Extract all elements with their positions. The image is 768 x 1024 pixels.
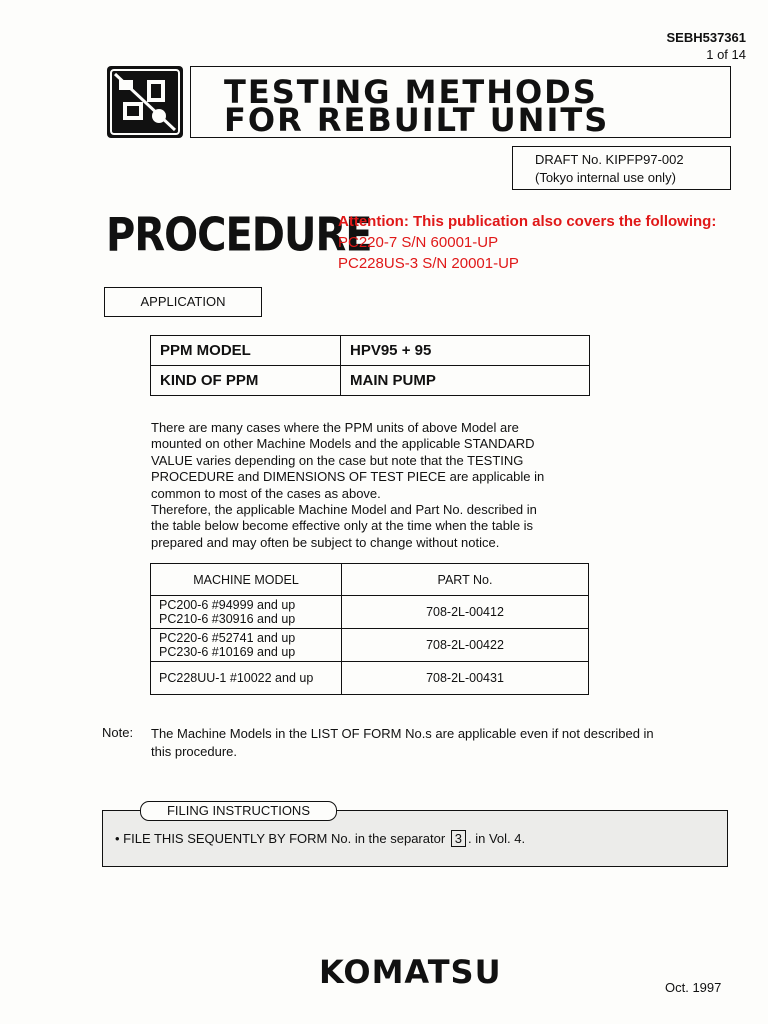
table-row (151, 662, 589, 695)
paragraph-line: prepared and may often be subject to change without notice. (151, 534, 500, 550)
publication-date: Oct. 1997 (665, 980, 722, 995)
table-row (151, 596, 589, 629)
attention-model-1: PC220-7 S/N 60001-UP (338, 234, 499, 251)
attention-notice (338, 211, 716, 274)
part-number-cell: 708-2L-00412 (342, 596, 589, 629)
paragraph-line: common to most of the cases as above. (151, 485, 381, 501)
part-number-cell: 708-2L-00422 (342, 629, 589, 662)
note-text (151, 725, 736, 761)
table-row (151, 629, 589, 662)
filing-instruction-text (115, 830, 525, 847)
machine-model-header: MACHINE MODEL (151, 564, 342, 596)
draft-box (512, 146, 731, 190)
paragraph-line: PROCEDURE and DIMENSIONS OF TEST PIECE are applicable in (151, 469, 545, 485)
attention-model-2: PC228US-3 S/N 20001-UP (338, 255, 519, 272)
table-row (151, 366, 590, 396)
ppm-kind-value: MAIN PUMP (341, 366, 590, 396)
part-number-header: PART No. (342, 564, 589, 596)
page-number: 1 of 14 (706, 47, 746, 62)
table-row (151, 336, 590, 366)
machine-model-text: PC210-6 #30916 and up (159, 612, 296, 626)
ppm-model-value: HPV95 + 95 (341, 336, 590, 366)
procedure-heading: PROCEDURE (106, 209, 372, 262)
paragraph-line: Therefore, the applicable Machine Model and Part No. described in (151, 502, 537, 518)
filing-instructions-tab: FILING INSTRUCTIONS (140, 801, 337, 821)
separator-number: 3 (451, 830, 466, 847)
body-paragraph (151, 420, 741, 551)
parts-table (150, 563, 589, 695)
ppm-kind-label: KIND OF PPM (151, 366, 341, 396)
filing-text-after: . in Vol. 4. (468, 831, 526, 846)
komatsu-logo: KOMATSU (319, 953, 502, 991)
machine-model-text: PC230-6 #10169 and up (159, 645, 296, 659)
machine-model-text: PC200-6 #94999 and up (159, 598, 296, 612)
ppm-model-label: PPM MODEL (151, 336, 341, 366)
paragraph-line: There are many cases where the PPM units of above Model are (151, 420, 519, 435)
paragraph-line: mounted on other Machine Models and the applicable STANDARD (151, 436, 535, 452)
machine-model-text: PC220-6 #52741 and up (159, 631, 296, 645)
document-number: SEBH537361 (666, 30, 746, 45)
machine-model-text: PC228UU-1 #10022 and up (159, 671, 314, 685)
draft-number: DRAFT No. KIPFP97-002 (535, 152, 684, 167)
machine-model-cell (151, 596, 342, 629)
rebuilt-unit-logo-icon (107, 66, 183, 138)
ppm-table (150, 335, 590, 396)
filing-text-before: • FILE THIS SEQUENTLY BY FORM No. in the separator (115, 831, 446, 846)
title-line-2: FOR REBUILT UNITS (224, 101, 610, 139)
draft-note: (Tokyo internal use only) (535, 170, 676, 185)
paragraph-line: the table below become effective only at the time when the table is (151, 518, 534, 534)
note-line: this procedure. (151, 744, 237, 759)
table-header-row (151, 564, 589, 596)
machine-model-cell (151, 662, 342, 695)
paragraph-line: VALUE varies depending on the case but note that the TESTING (151, 452, 524, 468)
title-line-1: TESTING METHODS (224, 73, 598, 111)
note-label: Note: (102, 725, 134, 740)
note-line: The Machine Models in the LIST OF FORM No.s are applicable even if not described in (151, 726, 654, 741)
attention-headline: Attention: This publication also covers the following: (338, 213, 717, 230)
part-number-cell: 708-2L-00431 (342, 662, 589, 695)
application-label: APPLICATION (104, 287, 262, 317)
machine-model-cell (151, 629, 342, 662)
